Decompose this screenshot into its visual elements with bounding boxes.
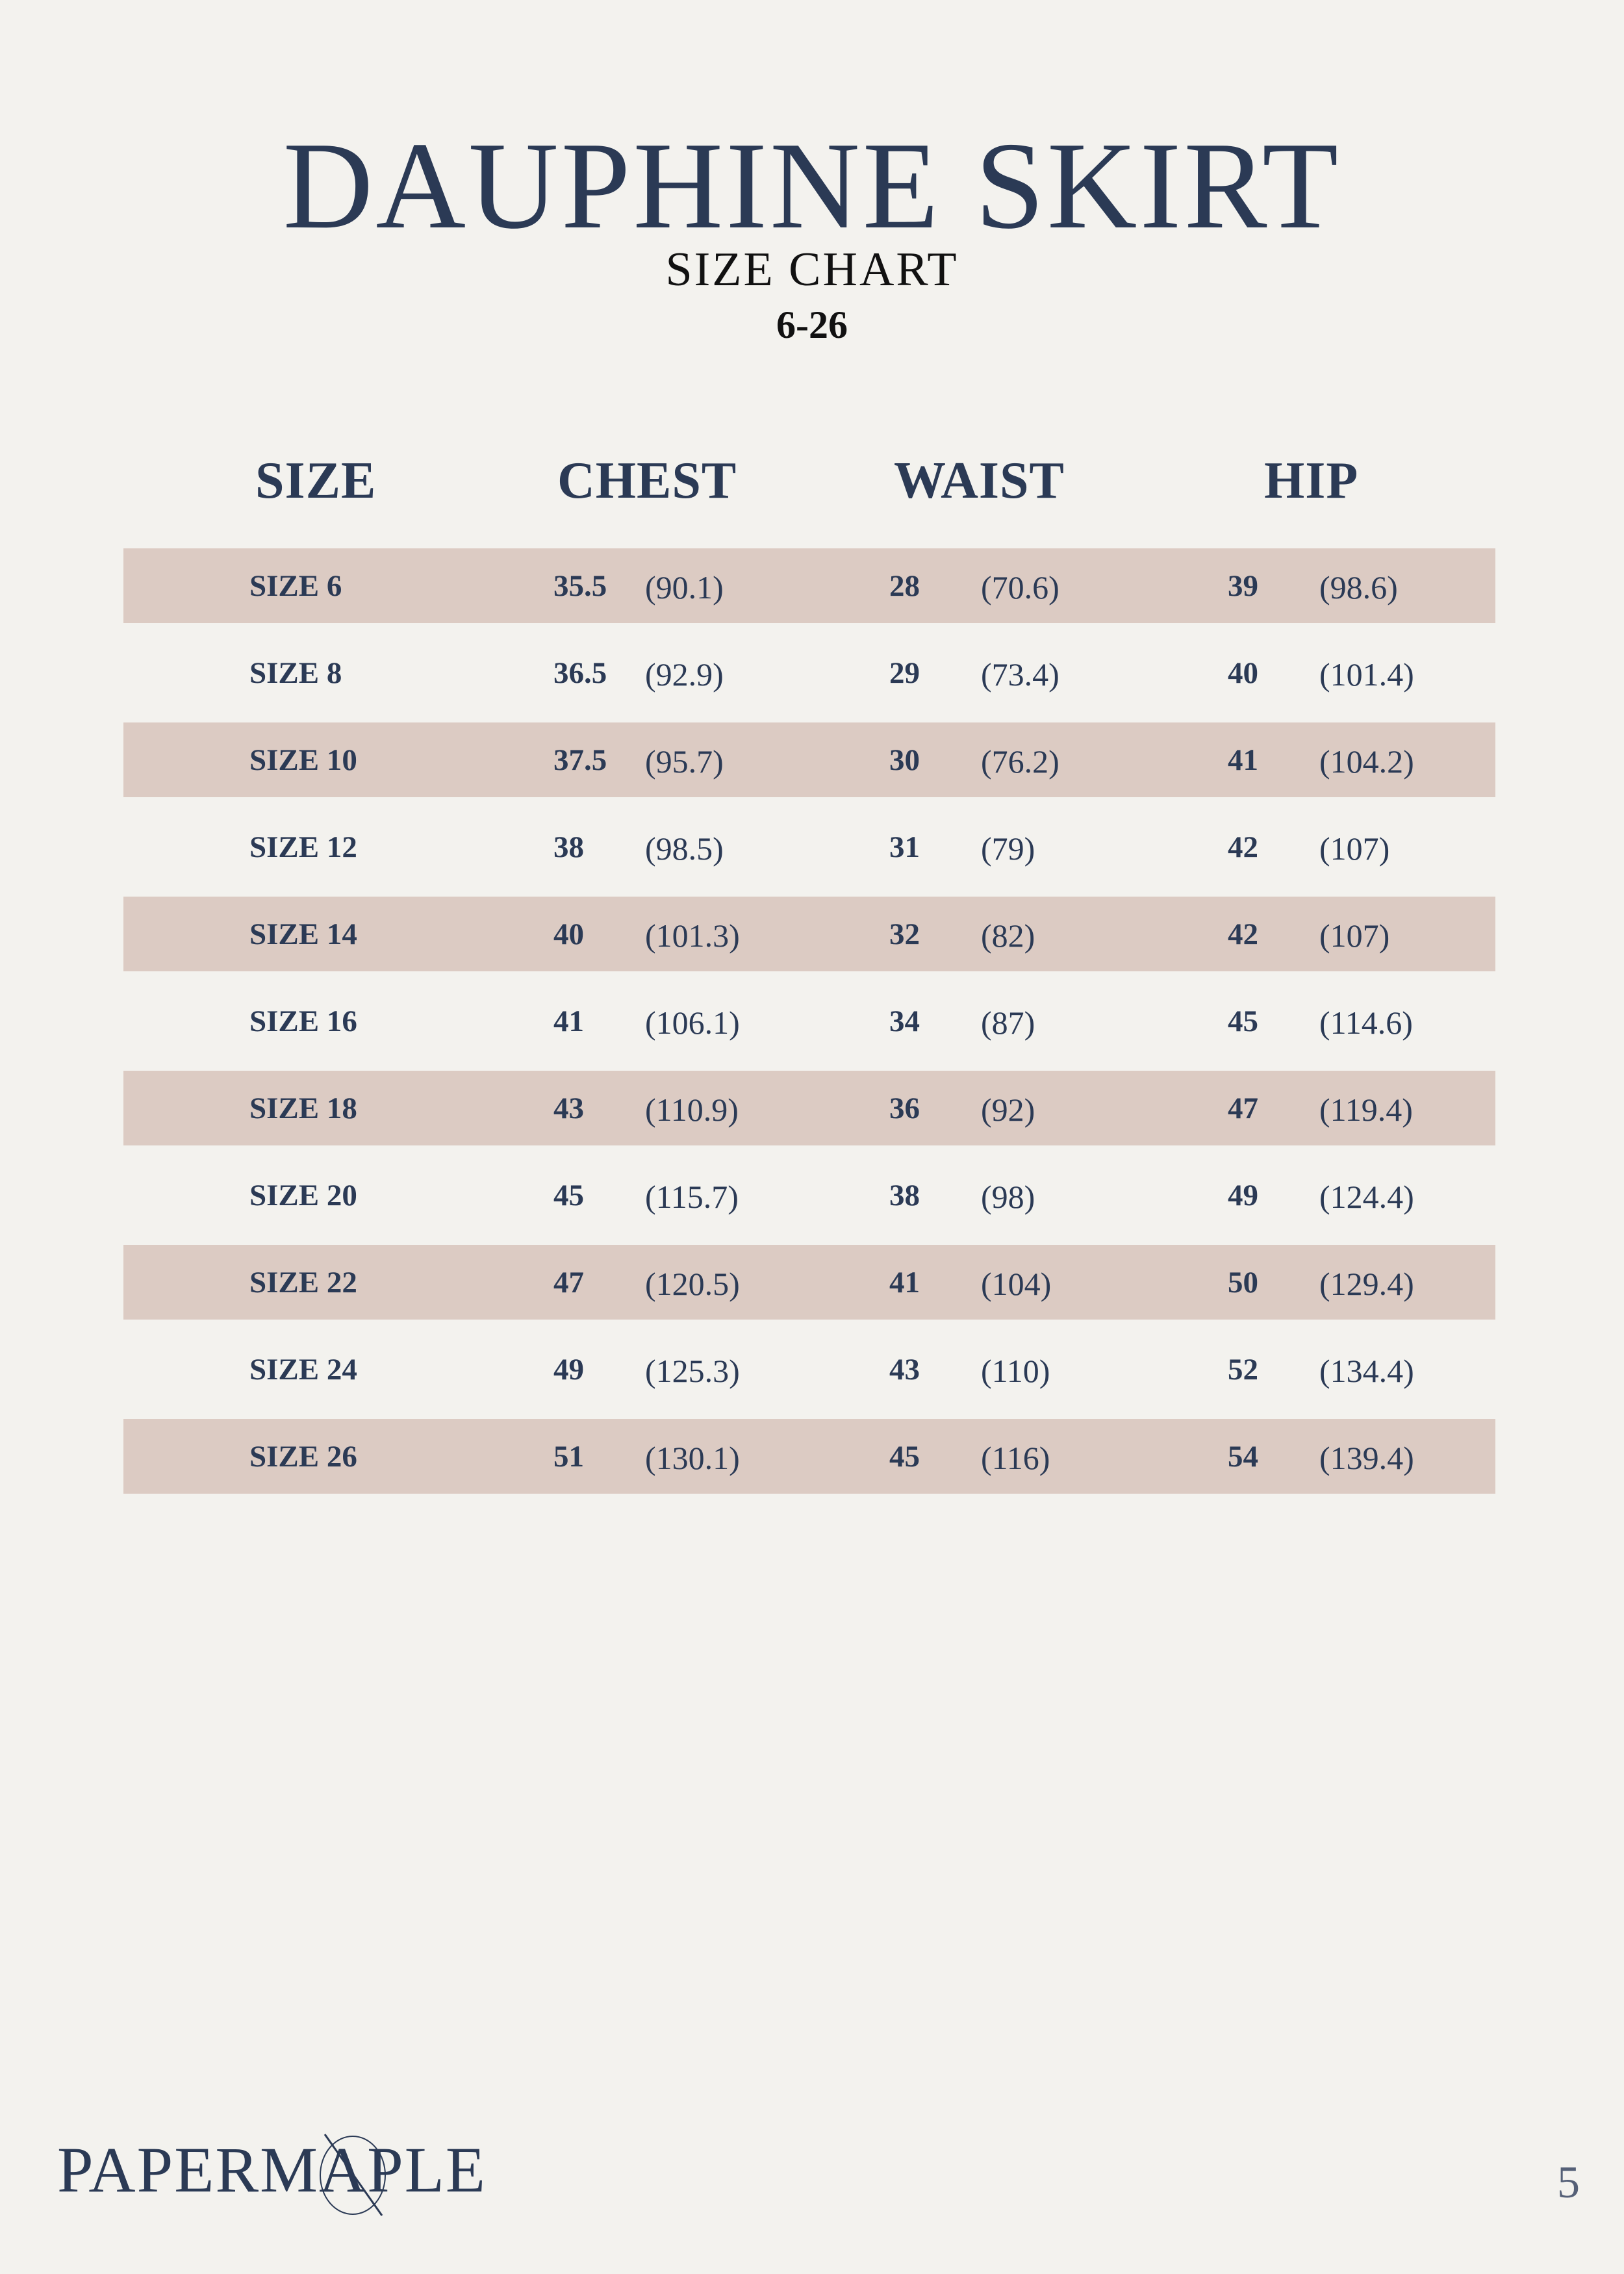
brand-logo <box>57 2134 487 2206</box>
table-row <box>123 1245 1495 1320</box>
chest-inches-cell: 35.5 <box>553 569 607 603</box>
hip-inches-cell: 54 <box>1228 1440 1258 1474</box>
hip-inches-cell: 41 <box>1228 743 1258 777</box>
table-row <box>123 548 1495 623</box>
waist-inches-cell: 36 <box>889 1092 920 1125</box>
size-cell: SIZE 16 <box>249 1004 357 1038</box>
hip-cm-cell: (101.4) <box>1319 656 1414 693</box>
table-row <box>123 897 1495 971</box>
chest-cm-cell: (115.7) <box>645 1179 739 1215</box>
chest-cm-cell: (125.3) <box>645 1353 740 1389</box>
table-row <box>123 984 1495 1058</box>
waist-cm-cell: (76.2) <box>981 743 1059 780</box>
waist-cm-cell: (116) <box>981 1440 1050 1476</box>
chest-inches-cell: 47 <box>553 1266 584 1299</box>
waist-cm-cell: (104) <box>981 1266 1052 1302</box>
hip-cm-cell: (98.6) <box>1319 569 1398 606</box>
hip-inches-cell: 50 <box>1228 1266 1258 1299</box>
size-cell: SIZE 20 <box>249 1179 357 1212</box>
chest-cm-cell: (95.7) <box>645 743 724 780</box>
size-cell: SIZE 18 <box>249 1092 357 1125</box>
hip-cm-cell: (139.4) <box>1319 1440 1414 1476</box>
table-row <box>123 1158 1495 1233</box>
hip-inches-cell: 40 <box>1228 656 1258 690</box>
table-row <box>123 635 1495 710</box>
hip-cm-cell: (104.2) <box>1319 743 1414 780</box>
chest-inches-cell: 37.5 <box>553 743 607 777</box>
waist-cm-cell: (70.6) <box>981 569 1059 606</box>
chest-inches-cell: 43 <box>553 1092 584 1125</box>
table-row <box>123 1419 1495 1494</box>
hip-cm-cell: (107) <box>1319 830 1390 867</box>
table-row <box>123 1071 1495 1145</box>
column-header-chest: CHEST <box>557 452 737 509</box>
page-title: DAUPHINE SKIRT <box>283 116 1341 255</box>
chest-cm-cell: (120.5) <box>645 1266 740 1302</box>
hip-inches-cell: 52 <box>1228 1353 1258 1386</box>
waist-cm-cell: (110) <box>981 1353 1050 1389</box>
waist-inches-cell: 41 <box>889 1266 920 1299</box>
size-cell: SIZE 24 <box>249 1353 357 1386</box>
column-header-waist: WAIST <box>894 452 1065 509</box>
chest-cm-cell: (106.1) <box>645 1004 740 1041</box>
size-cell: SIZE 22 <box>249 1266 357 1299</box>
chest-inches-cell: 41 <box>553 1004 584 1038</box>
size-cell: SIZE 26 <box>249 1440 357 1474</box>
waist-inches-cell: 28 <box>889 569 920 603</box>
chest-inches-cell: 36.5 <box>553 656 607 690</box>
waist-cm-cell: (87) <box>981 1004 1035 1041</box>
hip-inches-cell: 45 <box>1228 1004 1258 1038</box>
table-row <box>123 722 1495 797</box>
column-header-hip: HIP <box>1264 452 1359 509</box>
waist-cm-cell: (73.4) <box>981 656 1059 693</box>
hip-inches-cell: 49 <box>1228 1179 1258 1212</box>
hip-cm-cell: (107) <box>1319 917 1390 954</box>
chest-cm-cell: (130.1) <box>645 1440 740 1476</box>
hip-cm-cell: (119.4) <box>1319 1092 1413 1128</box>
chest-cm-cell: (110.9) <box>645 1092 739 1128</box>
page-subtitle: SIZE CHART <box>665 243 959 296</box>
size-cell: SIZE 8 <box>249 656 342 690</box>
page-number: 5 <box>1557 2158 1580 2208</box>
waist-inches-cell: 32 <box>889 917 920 951</box>
hip-inches-cell: 39 <box>1228 569 1258 603</box>
size-cell: SIZE 6 <box>249 569 342 603</box>
column-header-size: SIZE <box>255 452 377 509</box>
chest-cm-cell: (101.3) <box>645 917 740 954</box>
waist-inches-cell: 30 <box>889 743 920 777</box>
needle-icon <box>57 2138 512 2229</box>
size-range: 6-26 <box>776 303 848 346</box>
waist-cm-cell: (82) <box>981 917 1035 954</box>
table-row <box>123 1332 1495 1407</box>
hip-cm-cell: (129.4) <box>1319 1266 1414 1302</box>
size-cell: SIZE 10 <box>249 743 357 777</box>
hip-cm-cell: (114.6) <box>1319 1004 1413 1041</box>
size-cell: SIZE 14 <box>249 917 357 951</box>
chest-cm-cell: (98.5) <box>645 830 724 867</box>
waist-inches-cell: 38 <box>889 1179 920 1212</box>
chest-inches-cell: 51 <box>553 1440 584 1474</box>
hip-inches-cell: 42 <box>1228 917 1258 951</box>
chest-cm-cell: (92.9) <box>645 656 724 693</box>
hip-inches-cell: 47 <box>1228 1092 1258 1125</box>
hip-cm-cell: (134.4) <box>1319 1353 1414 1389</box>
size-cell: SIZE 12 <box>249 830 357 864</box>
chest-inches-cell: 38 <box>553 830 584 864</box>
hip-inches-cell: 42 <box>1228 830 1258 864</box>
table-row <box>123 810 1495 884</box>
waist-cm-cell: (92) <box>981 1092 1035 1128</box>
waist-inches-cell: 29 <box>889 656 920 690</box>
hip-cm-cell: (124.4) <box>1319 1179 1414 1215</box>
waist-inches-cell: 45 <box>889 1440 920 1474</box>
brand-logo-text: PAPERMAPLE <box>57 2134 487 2206</box>
waist-inches-cell: 34 <box>889 1004 920 1038</box>
waist-inches-cell: 31 <box>889 830 920 864</box>
waist-cm-cell: (79) <box>981 830 1035 867</box>
chest-cm-cell: (90.1) <box>645 569 724 606</box>
chest-inches-cell: 40 <box>553 917 584 951</box>
waist-inches-cell: 43 <box>889 1353 920 1386</box>
chest-inches-cell: 45 <box>553 1179 584 1212</box>
waist-cm-cell: (98) <box>981 1179 1035 1215</box>
chest-inches-cell: 49 <box>553 1353 584 1386</box>
